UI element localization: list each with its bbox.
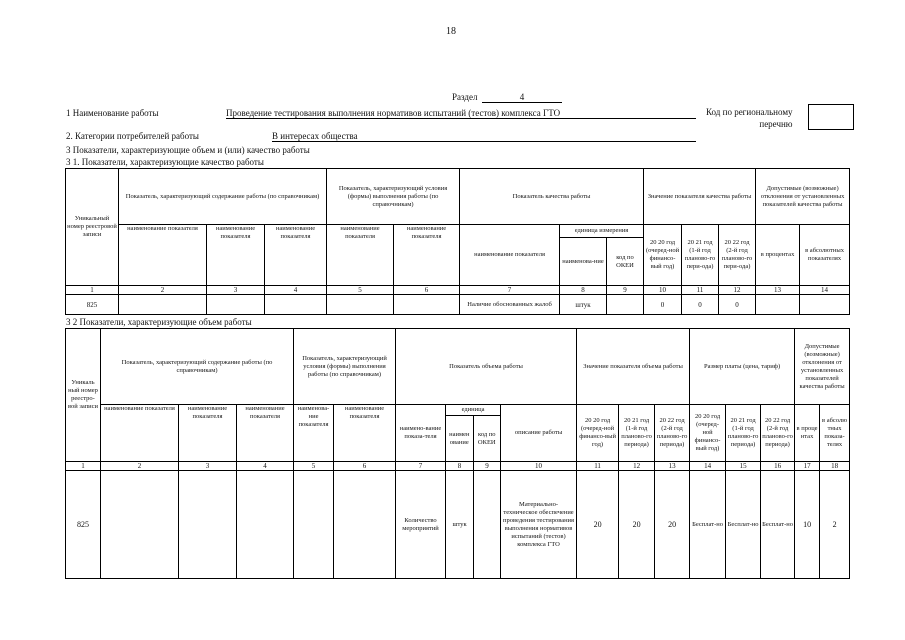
t2-colnum: 6 <box>334 462 396 471</box>
t2-h-fee2: 20 21 год (1-й год планово-го периода) <box>726 405 761 462</box>
t2-h-fee1: 20 20 год (очеред-ной финансо-вый год) <box>690 405 726 462</box>
t2-h-param-3: наименование показателя <box>179 405 237 462</box>
t1-h-value: Значение показателя качества работы <box>644 169 756 225</box>
t1-row-indicator: Наличие обоснованных жалоб <box>460 295 560 315</box>
t2-h-absolute: в абсолю тных показа-телях <box>820 405 850 462</box>
regional-code-label-line2: перечню <box>759 119 793 129</box>
t2-h-unit-name: наимен ование <box>446 416 474 461</box>
t2-h-unit: единица <box>446 405 500 416</box>
t2-h-year1: 20 20 год (очеред-ной финансо-вый год) <box>577 405 619 462</box>
t2-h-year2: 20 21 год (1-й год планово-го периода) <box>619 405 655 462</box>
t2-row-empty <box>101 471 179 579</box>
t2-row-empty <box>179 471 237 579</box>
t1-h-unit-name: наименова-ние <box>560 238 607 285</box>
t1-colnum: 5 <box>327 286 394 295</box>
t2-row-empty <box>334 471 396 579</box>
t2-colnum: 12 <box>619 462 655 471</box>
t1-h-param-6: наименование показателя <box>394 225 460 286</box>
t2-colnum: 4 <box>237 462 294 471</box>
t2-h-deviation: Допустимые (возможные) отклонения от установленных показателей качества работы <box>795 329 850 405</box>
t1-h-conditions: Показатель, характеризующий условия (формы) выполнения работы (по справочникам) <box>327 169 460 225</box>
t1-h-param-3: наименование показателя <box>207 225 265 286</box>
t2-h-param-5: наименова-ние показателя <box>294 405 334 462</box>
t1-h-content: Показатель, характеризующий содержание работы (по справочникам) <box>119 169 327 225</box>
t2-h-unique: Уникаль ный номер реестро-вой записи <box>66 329 101 462</box>
t2-colnum: 3 <box>179 462 237 471</box>
t1-colnum: 11 <box>682 286 719 295</box>
t2-row-empty <box>294 471 334 579</box>
t2-colnum: 14 <box>690 462 726 471</box>
t1-h-absolute: в абсолютных показателях <box>800 225 850 286</box>
t2-row-unit: штук <box>446 471 474 579</box>
consumers-value: В интересах общества <box>272 131 696 142</box>
heading-3: 3 Показатели, характеризующие объем и (или) качество работы <box>66 145 310 155</box>
t1-colnum: 8 <box>560 286 607 295</box>
t2-h-param-6: наименование показателя <box>334 405 396 462</box>
t1-colnum: 2 <box>119 286 207 295</box>
work-name-value: Проведение тестирования выполнения нормативов испытаний (тестов) комплекса ГТО <box>226 108 696 119</box>
t2-row-v2: 20 <box>619 471 655 579</box>
t1-row-unit: штук <box>560 295 607 315</box>
t1-h-unit-cell <box>560 225 644 286</box>
t1-row-empty <box>119 295 207 315</box>
t1-row-empty <box>327 295 394 315</box>
t1-row-pct <box>756 295 800 315</box>
t2-colnum: 15 <box>726 462 761 471</box>
t2-h-conditions: Показатель, характеризующий условия (формы) выполнения работы (по справочникам) <box>294 329 396 405</box>
t2-h-okei: код по ОКЕИ <box>477 430 496 446</box>
t2-colnum: 8 <box>446 462 474 471</box>
t1-h-param-2: наименование показателя <box>119 225 207 286</box>
t1-row-v1: 0 <box>644 295 682 315</box>
t2-h-description: описание работы <box>501 405 577 462</box>
t1-h-year1: 20 20 год (очеред-ной финансо-вый год) <box>644 225 682 286</box>
t1-colnum: 10 <box>644 286 682 295</box>
t2-row-okei <box>474 471 501 579</box>
t1-colnum: 1 <box>66 286 119 295</box>
work-name-label: 1 Наименование работы <box>66 108 159 118</box>
t1-colnum: 3 <box>207 286 265 295</box>
t2-colnum: 2 <box>101 462 179 471</box>
t2-row-f2: Бесплат-но <box>726 471 761 579</box>
regional-code-label <box>706 106 793 130</box>
t2-colnum: 17 <box>795 462 820 471</box>
page-number: 18 <box>446 26 456 37</box>
t2-h-content: Показатель, характеризующий содержание работы (по справочникам) <box>101 329 294 405</box>
t2-colnum: 1 <box>66 462 101 471</box>
t1-h-param-4: наименование показателя <box>265 225 327 286</box>
t2-h-unit-cell <box>446 405 501 462</box>
regional-code-label-line1: Код по региональному <box>706 107 793 117</box>
t1-colnum: 6 <box>394 286 460 295</box>
t1-row-okei <box>607 295 644 315</box>
t1-h-quality: Показатель качества работы <box>460 169 644 225</box>
t1-colnum: 13 <box>756 286 800 295</box>
t1-row-empty <box>207 295 265 315</box>
t2-h-indicator-name: наимено-вание показа-теля <box>396 405 446 462</box>
t1-colnum: 14 <box>800 286 850 295</box>
t1-row-id: 825 <box>66 295 119 315</box>
t2-h-year3: 20 22 год (2-й год планово-го периода) <box>655 405 690 462</box>
t1-colnum: 12 <box>719 286 756 295</box>
t2-row-v3: 20 <box>655 471 690 579</box>
t2-row-v1: 20 <box>577 471 619 579</box>
t2-row-id: 825 <box>66 471 101 579</box>
volume-table <box>65 328 850 579</box>
t1-h-unique: Уникальный номер реестровой записи <box>66 169 119 286</box>
t2-colnum: 11 <box>577 462 619 471</box>
quality-table <box>65 168 850 315</box>
t1-colnum: 7 <box>460 286 560 295</box>
t2-row-f3: Бесплат-но <box>761 471 795 579</box>
t1-h-param-5: наименование показателя <box>327 225 394 286</box>
t2-row-pct: 10 <box>795 471 820 579</box>
regional-code-box <box>808 104 854 130</box>
t1-row-empty <box>265 295 327 315</box>
t2-h-fee3: 20 22 год (2-й год планово-го периода) <box>761 405 795 462</box>
t2-h-fee: Размер платы (цена, тариф) <box>690 329 795 405</box>
section-number: 4 <box>482 92 562 103</box>
t1-h-unit: единица измерения <box>560 225 643 238</box>
t1-row-v2: 0 <box>682 295 719 315</box>
t1-h-percent: в процентах <box>756 225 800 286</box>
t1-row-abs <box>800 295 850 315</box>
t2-colnum: 7 <box>396 462 446 471</box>
t2-row-empty <box>237 471 294 579</box>
t2-colnum: 13 <box>655 462 690 471</box>
t2-h-value: Значение показателя объема работы <box>577 329 690 405</box>
t2-colnum: 10 <box>501 462 577 471</box>
t2-colnum: 18 <box>820 462 850 471</box>
section-label: Раздел <box>452 92 478 102</box>
t2-row-description: Материально-техническое обеспечение проведения тестирования выполнения нормативов испытаний (тестов) комплекса ГТО <box>501 471 577 579</box>
t2-row-abs: 2 <box>820 471 850 579</box>
t1-colnum: 9 <box>607 286 644 295</box>
t2-h-percent: в проце нтах <box>795 405 820 462</box>
t2-colnum: 5 <box>294 462 334 471</box>
heading-3-1: 3 1. Показатели, характеризующие качество работы <box>66 157 264 167</box>
t1-row-empty <box>394 295 460 315</box>
t1-h-okei: код по ОКЕИ <box>616 253 634 269</box>
t1-colnum: 4 <box>265 286 327 295</box>
t2-colnum: 16 <box>761 462 795 471</box>
heading-3-2: 3 2 Показатели, характеризующие объем работы <box>66 317 252 327</box>
t2-colnum: 9 <box>474 462 501 471</box>
t1-h-year3: 20 22 год (2-й год планово-го пери-ода) <box>719 225 756 286</box>
t1-row-v3: 0 <box>719 295 756 315</box>
t2-row-indicator: Количество мероприятий <box>396 471 446 579</box>
consumers-label: 2. Категории потребителей работы <box>66 131 199 141</box>
t2-h-volume: Показатель объема работы <box>396 329 577 405</box>
t1-h-year2: 20 21 год (1-й год планово-го пери-ода) <box>682 225 719 286</box>
t2-h-param-2: наименование показателя <box>101 405 179 462</box>
t1-h-indicator-name: наименование показателя <box>460 225 560 286</box>
t1-h-deviation: Допустимые (возможные) отклонения от установленных показателей качества работы <box>756 169 850 225</box>
t2-row-f1: Бесплат-но <box>690 471 726 579</box>
t2-h-param-4: наименование показателя <box>237 405 294 462</box>
